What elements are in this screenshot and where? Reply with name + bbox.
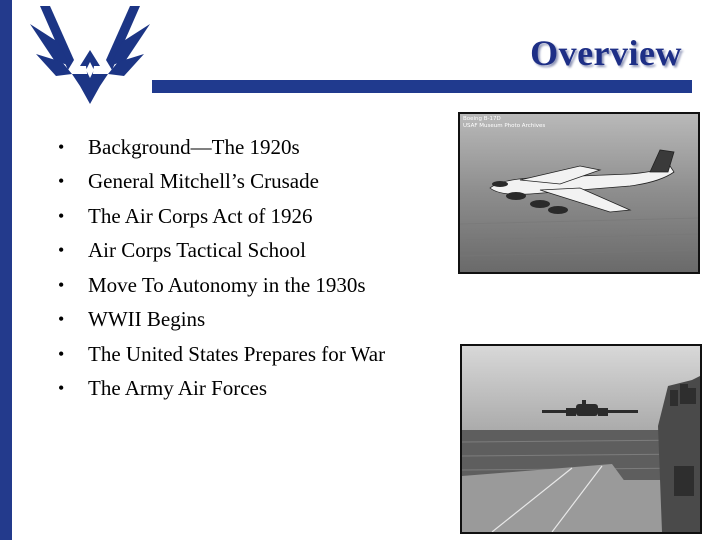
bullet-item	[58, 268, 385, 303]
left-accent-band	[0, 0, 12, 540]
b17-bomber-photo	[458, 112, 700, 274]
slide-title: Overview	[530, 33, 682, 73]
bullet-dot: •	[58, 136, 65, 157]
b25-carrier-takeoff-photo	[460, 344, 702, 534]
bullet-text: The Army Air Forces	[88, 376, 268, 401]
photo-caption-line1: Boeing B-17D	[463, 116, 501, 122]
bullet-dot: •	[58, 240, 65, 261]
bullet-text: Background—The 1920s	[88, 134, 300, 159]
bullet-dot: •	[58, 378, 65, 399]
bullet-item	[58, 234, 385, 269]
bullet-text: The United States Prepares for War	[88, 341, 386, 366]
bullet-item	[58, 372, 385, 407]
bullet-dot: •	[58, 309, 65, 330]
bullet-text: General Mitchell’s Crusade	[88, 169, 319, 194]
bullet-item	[58, 303, 385, 338]
bullet-item	[58, 165, 385, 200]
bullet-text: WWII Begins	[88, 307, 206, 332]
bullet-item	[58, 130, 385, 165]
bullet-dot: •	[58, 343, 65, 364]
bullet-text: Move To Autonomy in the 1930s	[88, 272, 366, 297]
bullet-list	[58, 130, 385, 406]
bullet-item	[58, 337, 385, 372]
bullet-text: The Air Corps Act of 1926	[88, 203, 313, 228]
title-underline-bar	[152, 80, 692, 93]
bullet-dot: •	[58, 171, 65, 192]
photo-caption-line2: USAF Museum Photo Archives	[463, 123, 546, 129]
bullet-dot: •	[58, 274, 65, 295]
bullet-item	[58, 199, 385, 234]
bullet-dot: •	[58, 205, 65, 226]
air-force-wings-icon	[28, 4, 152, 114]
bullet-text: Air Corps Tactical School	[88, 238, 307, 263]
